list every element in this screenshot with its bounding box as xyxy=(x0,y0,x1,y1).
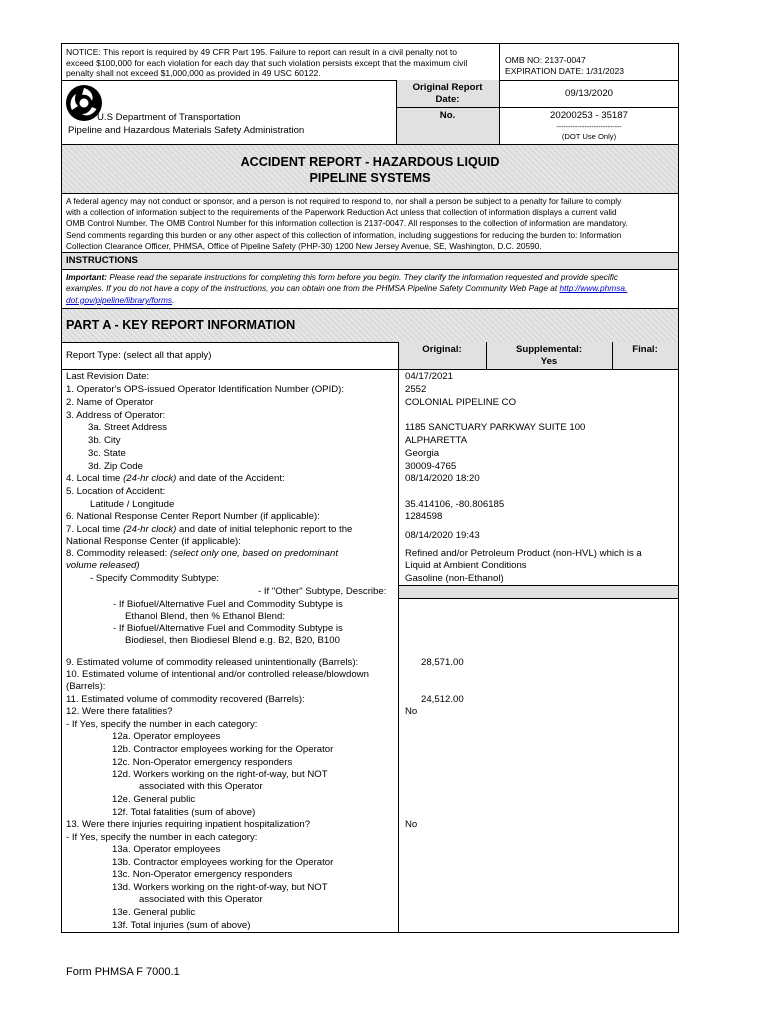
label-part: (24-hr clock) xyxy=(123,524,177,535)
supplemental-label: Supplemental: xyxy=(515,344,583,355)
zip-value: 30009-4765 xyxy=(405,461,457,472)
state-value: Georgia xyxy=(405,448,440,459)
omb-expiration: EXPIRATION DATE: 1/31/2023 xyxy=(505,65,625,76)
local-time-label xyxy=(66,473,285,485)
important-label: Important: xyxy=(66,272,108,282)
nrc-number-label: 6. National Response Center Report Number (if applicable): xyxy=(66,511,320,522)
biodiesel-blend-label-2: Biodiesel, then Biodiesel Blend e.g. B2, B20, B100 xyxy=(125,635,340,646)
injuries-public-label: 13e. General public xyxy=(112,907,196,918)
fatalities-value: No xyxy=(405,706,418,717)
latlong-value: 35.414106, -80.806185 xyxy=(405,499,505,510)
final-label: Final: xyxy=(632,344,658,355)
instructions-heading: INSTRUCTIONS xyxy=(66,255,138,266)
opid-value: 2552 xyxy=(405,384,427,395)
street-label: 3a. Street Address xyxy=(88,422,167,433)
fatalities-responders-label: 12c. Non-Operator emergency responders xyxy=(112,757,293,768)
administration-name: Pipeline and Hazardous Materials Safety Administration xyxy=(68,125,305,136)
label-part: (select only one, based on predominant xyxy=(169,548,338,559)
latlong-label: Latitude / Longitude xyxy=(90,499,175,510)
zip-label: 3d. Zip Code xyxy=(88,461,143,472)
part-a-heading: PART A - KEY REPORT INFORMATION xyxy=(66,318,296,332)
fatalities-row-workers-label: 12d. Workers working on the right-of-way, but NOT xyxy=(112,769,328,780)
commodity-label xyxy=(66,548,338,560)
location-label: 5. Location of Accident: xyxy=(66,486,166,497)
volume-intentional-label: 10. Estimated volume of intentional and/or controlled release/blowdown xyxy=(66,669,369,680)
instructions-line: Please read the separate instructions for completing this form before you begin. They clarify the information requested and provide specific xyxy=(107,272,619,282)
report-date-label-line: Original Report xyxy=(412,82,483,93)
other-describe-field[interactable] xyxy=(399,586,678,598)
fatalities-contractor-label: 12b. Contractor employees working for the Operator xyxy=(112,744,334,755)
volume-recovered-label: 11. Estimated volume of commodity recovered (Barrels): xyxy=(66,694,305,705)
instructions-header-bg xyxy=(62,253,678,269)
commodity-subtype-value: Gasoline (non-Ethanol) xyxy=(405,573,504,584)
ethanol-blend-label: - If Biofuel/Alternative Fuel and Commodity Subtype is xyxy=(113,599,343,610)
instructions-line: . xyxy=(172,294,175,305)
nrc-number-value: 1284598 xyxy=(405,511,443,522)
other-subtype-label: - If "Other" Subtype, Describe: xyxy=(258,586,387,597)
burden-line: with a collection of information subject to the requirements of the Paperwork Reduction Act unless that collection of information displays a current valid xyxy=(66,207,617,218)
report-no-value: 20200253 - 35187 xyxy=(550,110,628,121)
phmsa-forms-link-continued[interactable]: dot.gov/pipeline/library/forms xyxy=(66,294,173,305)
fatalities-row-workers-label-2: associated with this Operator xyxy=(139,781,263,792)
notice-line: penalty shall not exceed $1,000,000 as provided in 49 USC 60122. xyxy=(66,68,321,79)
report-title-line: ACCIDENT REPORT - HAZARDOUS LIQUID xyxy=(240,155,500,169)
burden-line: OMB Control Number. The OMB Control Number for this information collection is 2137-0047. All responses to the collection of information are mandatory. xyxy=(66,218,628,229)
report-title-line: PIPELINE SYSTEMS xyxy=(309,171,431,185)
biodiesel-blend-label: - If Biofuel/Alternative Fuel and Commodity Subtype is xyxy=(113,623,343,634)
label-part: and date of the Accident: xyxy=(176,473,285,484)
label-part: and date of initial telephonic report to the xyxy=(176,524,353,535)
fatalities-public-label: 12e. General public xyxy=(112,794,196,805)
report-type-label xyxy=(66,350,211,362)
notice-line: NOTICE: This report is required by 49 CFR Part 195. Failure to report can result in a civil penalty not to xyxy=(66,47,458,57)
label-part: 4. Local time xyxy=(66,473,124,484)
burden-statement xyxy=(66,196,628,252)
notice-line: exceed $100,000 for each violation for each day that such violation persists except that the maximum civil xyxy=(66,57,468,68)
label-part: 7. Local time xyxy=(66,524,124,535)
ethanol-blend-label-2: Ethanol Blend, then % Ethanol Blend: xyxy=(125,611,286,622)
report-no-label: No. xyxy=(439,110,456,121)
injuries-label: 13. Were there injuries requiring inpatient hospitalization? xyxy=(66,819,311,830)
notice-text xyxy=(66,47,498,79)
volume-unintentional-label: 9. Estimated volume of commodity released unintentionally (Barrels): xyxy=(66,657,359,668)
label-part: 8. Commodity released: xyxy=(66,548,170,559)
last-revision-label: Last Revision Date: xyxy=(66,371,150,382)
omb-info xyxy=(505,55,624,76)
telephonic-report-label xyxy=(66,524,352,536)
local-time-value: 08/14/2020 18:20 xyxy=(405,473,480,484)
state-label: 3c. State xyxy=(88,448,126,459)
injuries-operator-label: 13a. Operator employees xyxy=(112,844,221,855)
volume-unintentional-value: 28,571.00 xyxy=(421,657,464,668)
last-revision-value: 04/17/2021 xyxy=(405,371,454,382)
omb-number: OMB NO: 2137-0047 xyxy=(505,55,586,65)
phmsa-forms-link[interactable]: http://www.phmsa. xyxy=(559,283,628,294)
label-part: volume released) xyxy=(66,560,140,571)
operator-name-label: 2. Name of Operator xyxy=(66,397,154,408)
report-date-value: 09/13/2020 xyxy=(564,88,613,99)
injuries-value: No xyxy=(405,819,418,830)
report-date-label xyxy=(396,82,499,107)
report-date-label-line: Date: xyxy=(435,94,460,106)
dot-use-only: (DOT Use Only) xyxy=(561,132,617,141)
volume-intentional-label-2: (Barrels): xyxy=(66,681,106,692)
street-value: 1185 SANCTUARY PARKWAY SUITE 100 xyxy=(405,422,586,433)
commodity-label-2 xyxy=(66,560,140,572)
burden-line: Send comments regarding this burden or any other aspect of this collection of information, including suggestions for reducing the burden to: Information xyxy=(66,229,622,240)
opid-label: 1. Operator's OPS-issued Operator Identification Number (OPID): xyxy=(66,384,345,395)
original-label: Original: xyxy=(422,344,462,355)
fatalities-specify-label: - If Yes, specify the number in each category: xyxy=(66,719,258,730)
volume-recovered-value: 24,512.00 xyxy=(421,694,464,705)
city-value: ALPHARETTA xyxy=(405,435,468,446)
report-type-text: Report Type: (select all that apply) xyxy=(66,350,212,361)
burden-line: Collection Clearance Officer, PHMSA, Office of Pipeline Safety (PHP-30) 1200 New Jersey Avenue, SE, Washington, D.C. 20590. xyxy=(66,240,542,251)
supplemental-value: Yes xyxy=(540,356,558,367)
burden-line: A federal agency may not conduct or sponsor, and a person is not required to respond to, nor shall a person be subject to a penalty for failure to comply xyxy=(66,196,622,206)
injuries-total-label: 13f. Total injuries (sum of above) xyxy=(112,920,251,931)
department-name: U.S Department of Transportation xyxy=(97,112,241,123)
dot-dashes: ---------------------------- xyxy=(556,124,622,131)
form-number: Form PHMSA F 7000.1 xyxy=(66,966,180,978)
commodity-subtype-label: - Specify Commodity Subtype: xyxy=(90,573,220,584)
report-title xyxy=(62,154,678,186)
telephonic-report-value: 08/14/2020 19:43 xyxy=(405,530,480,541)
injuries-specify-label: - If Yes, specify the number in each category: xyxy=(66,832,258,843)
commodity-value-2: Liquid at Ambient Conditions xyxy=(405,560,527,571)
address-label: 3. Address of Operator: xyxy=(66,410,166,421)
telephonic-report-label-2: National Response Center (if applicable): xyxy=(66,536,241,547)
instructions-line: examples. If you do not have a copy of the instructions, you can obtain one from the PHMSA Pipeline Safety Community Web Page at xyxy=(66,283,560,294)
injuries-row-workers-label: 13d. Workers working on the right-of-way, but NOT xyxy=(112,882,328,893)
fatalities-total-label: 12f. Total fatalities (sum of above) xyxy=(112,807,256,818)
city-label: 3b. City xyxy=(88,435,121,446)
fatalities-operator-label: 12a. Operator employees xyxy=(112,731,221,742)
commodity-value: Refined and/or Petroleum Product (non-HVL) which is a xyxy=(405,548,642,559)
label-part: (24-hr clock) xyxy=(123,473,177,484)
fatalities-label: 12. Were there fatalities? xyxy=(66,706,173,717)
injuries-row-workers-label-2: associated with this Operator xyxy=(139,894,263,905)
injuries-contractor-label: 13b. Contractor employees working for the Operator xyxy=(112,857,334,868)
injuries-responders-label: 13c. Non-Operator emergency responders xyxy=(112,869,293,880)
operator-name-value: COLONIAL PIPELINE CO xyxy=(405,397,517,408)
instructions-text xyxy=(66,272,627,306)
